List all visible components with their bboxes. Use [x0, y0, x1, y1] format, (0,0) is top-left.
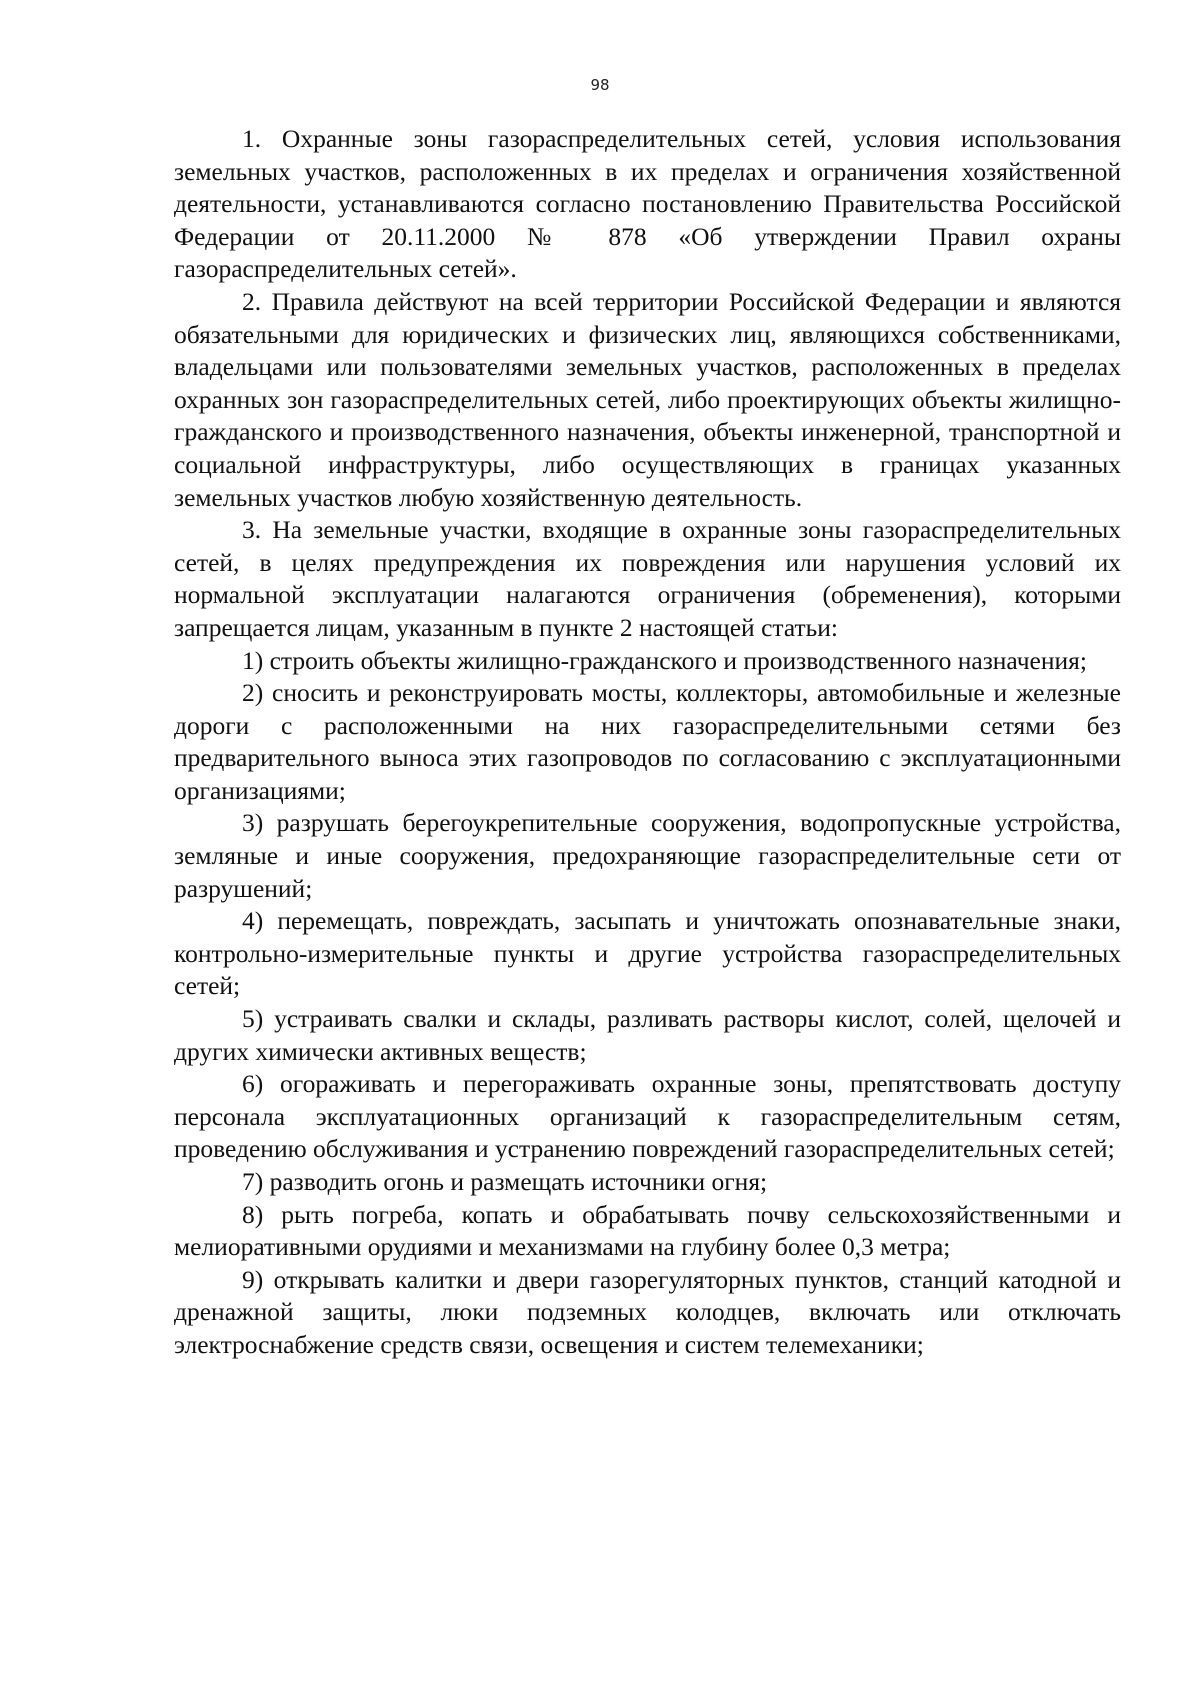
- list-item-6: 6) огораживать и перегораживать охранные зоны, препятствовать доступу персонала эксплуатационных организаций к газораспределительным сетям, проведению обслуживания и устранению повреждений газораспределительных сетей;: [174, 1069, 1121, 1164]
- document-body: [174, 123, 1121, 1362]
- list-item-7: 7) разводить огонь и размещать источники огня;: [242, 1167, 768, 1196]
- list-item-9: 9) открывать калитки и двери газорегуляторных пунктов, станций катодной и дренажной защиты, люки подземных колодцев, включать или отключать электроснабжение средств связи, освещения и систем телемеханики;: [174, 1264, 1121, 1359]
- list-item-3: 3) разрушать берегоукрепительные сооружения, водопропускные устройства, земляные и иные сооружения, предохраняющие газораспределительные сети от разрушений;: [174, 808, 1121, 903]
- paragraph-3: 3. На земельные участки, входящие в охранные зоны газораспределительных сетей, в целях предупреждения их повреждения или нарушения условий их нормальной эксплуатации налагаются ограничения (обременения), которыми запрещается лицам, указанным в пункте 2 настоящей статьи:: [174, 515, 1121, 642]
- list-item-1: 1) строить объекты жилищно-гражданского и производственного назначения;: [242, 645, 1087, 675]
- list-item-5: 5) устраивать свалки и склады, разливать растворы кислот, солей, щелочей и других химически активных веществ;: [174, 1004, 1121, 1066]
- paragraph-1: 1. Охранные зоны газораспределительных сетей, условия использования земельных участков, расположенных в их пределах и ограничения хозяйственной деятельности, устанавливаются согласно постановлению Правительства Российской Федерации от 20.11.2000 № 878 «Об утверждении Правил охраны газораспределительных сетей».: [174, 124, 1121, 284]
- list-item-4: 4) перемещать, повреждать, засыпать и уничтожать опознавательные знаки, контрольно-измерительные пункты и другие устройства газораспределительных сетей;: [174, 906, 1121, 1001]
- paragraph-2: 2. Правила действуют на всей территории Российской Федерации и являются обязательными для юридических и физических лиц, являющихся собственниками, владельцами или пользователями земельных участков, расположенных в пределах охранных зон газораспределительных сетей, либо проектирующих объекты жилищно-гражданского и производственного назначения, объекты инженерной, транспортной и социальной инфраструктуры, либо осуществляющих в границах указанных земельных участков любую хозяйственную деятельность.: [174, 286, 1121, 512]
- page-number: 98: [590, 76, 610, 94]
- list-item-8: 8) рыть погреба, копать и обрабатывать почву сельскохозяйственными и мелиоративными орудиями и механизмами на глубину более 0,3 метра;: [174, 1199, 1121, 1262]
- list-item-2: 2) сносить и реконструировать мосты, коллекторы, автомобильные и железные дороги с расположенными на них газораспределительными сетями без предварительного выноса этих газопроводов по согласованию с эксплуатационными организациями;: [174, 678, 1121, 805]
